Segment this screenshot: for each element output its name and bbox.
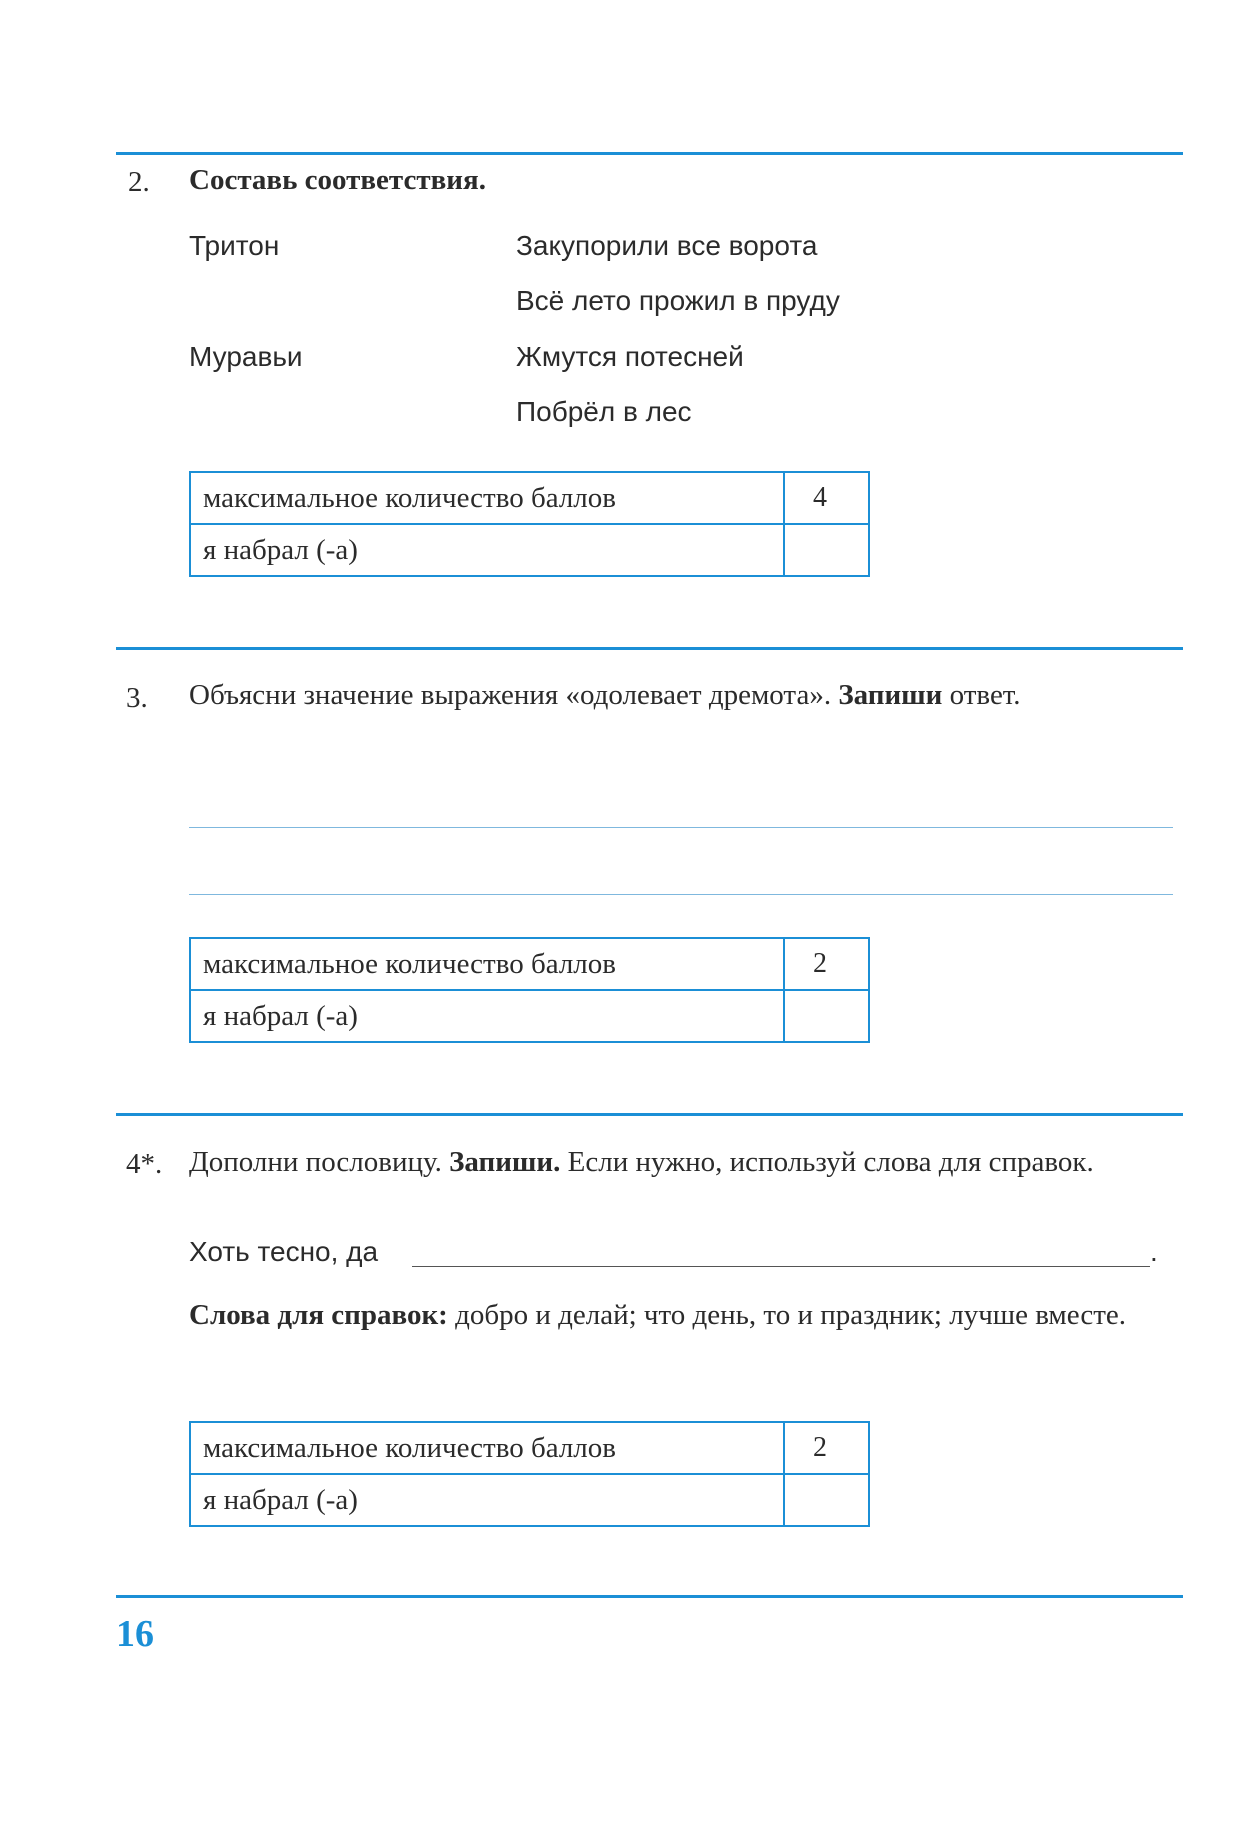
score-got-label: я набрал (-а): [190, 1474, 784, 1526]
task4-number: 4*.: [126, 1148, 163, 1180]
divider: [116, 647, 1183, 650]
task2-right-item: Побрёл в лес: [516, 396, 692, 427]
answer-line[interactable]: [189, 827, 1173, 828]
task2-title: Составь соответствия.: [189, 164, 486, 196]
divider-top: [116, 152, 1183, 155]
score-row-max: [190, 1422, 869, 1474]
task3-number: 3.: [126, 682, 148, 714]
task4-text-tail: Если нужно, используй слова для справок.: [567, 1146, 1094, 1178]
task3-text: [189, 676, 1173, 714]
score-row-max: [190, 938, 869, 990]
score-row-got: [190, 524, 869, 576]
task3-text-plain: Объясни значение выражения «одолевает дремота».: [189, 679, 832, 711]
page-number: 16: [116, 1613, 154, 1655]
score-got-cell[interactable]: [784, 524, 869, 576]
task2-right-item: Всё лето прожил в пруду: [516, 285, 840, 316]
divider: [116, 1113, 1183, 1116]
answer-line[interactable]: [189, 894, 1173, 895]
score-max-value: 2: [784, 938, 869, 990]
task2-right-item: Закупорили все ворота: [516, 230, 818, 261]
task2-number: 2.: [128, 166, 150, 198]
task2-score-table: [189, 471, 870, 577]
task3-score-table: [189, 937, 870, 1043]
score-got-cell[interactable]: [784, 1474, 869, 1526]
task4-fill-prefix: Хоть тесно, да: [189, 1236, 379, 1267]
task4-score-table: [189, 1421, 870, 1527]
score-max-label: максимальное количество баллов: [190, 472, 784, 524]
score-got-cell[interactable]: [784, 990, 869, 1042]
task4-text-bold: Запиши.: [449, 1146, 561, 1178]
task4-fill-line[interactable]: [412, 1266, 1150, 1267]
score-got-label: я набрал (-а): [190, 990, 784, 1042]
score-max-value: 2: [784, 1422, 869, 1474]
task4-fill-suffix: .: [1150, 1236, 1158, 1267]
task4-text-plain: Дополни пословицу.: [189, 1146, 442, 1178]
score-got-label: я набрал (-а): [190, 524, 784, 576]
task4-hint-label: Слова для справок:: [189, 1299, 448, 1331]
score-row-got: [190, 990, 869, 1042]
task3-text-bold: Запиши: [838, 679, 943, 711]
task3-text-tail: ответ.: [949, 679, 1021, 711]
score-row-got: [190, 1474, 869, 1526]
score-max-value: 4: [784, 472, 869, 524]
task2-right-item: Жмутся потесней: [516, 341, 744, 372]
score-max-label: максимальное количество баллов: [190, 938, 784, 990]
task2-left-item: Тритон: [189, 230, 280, 261]
score-max-label: максимальное количество баллов: [190, 1422, 784, 1474]
task4-hint: [189, 1296, 1173, 1334]
task4-text: [189, 1143, 1173, 1181]
divider-bottom: [116, 1595, 1183, 1598]
task4-hint-text: добро и делай; что день, то и праздник; лучше вместе.: [455, 1299, 1127, 1331]
task2-left-item: Муравьи: [189, 341, 303, 372]
score-row-max: [190, 472, 869, 524]
